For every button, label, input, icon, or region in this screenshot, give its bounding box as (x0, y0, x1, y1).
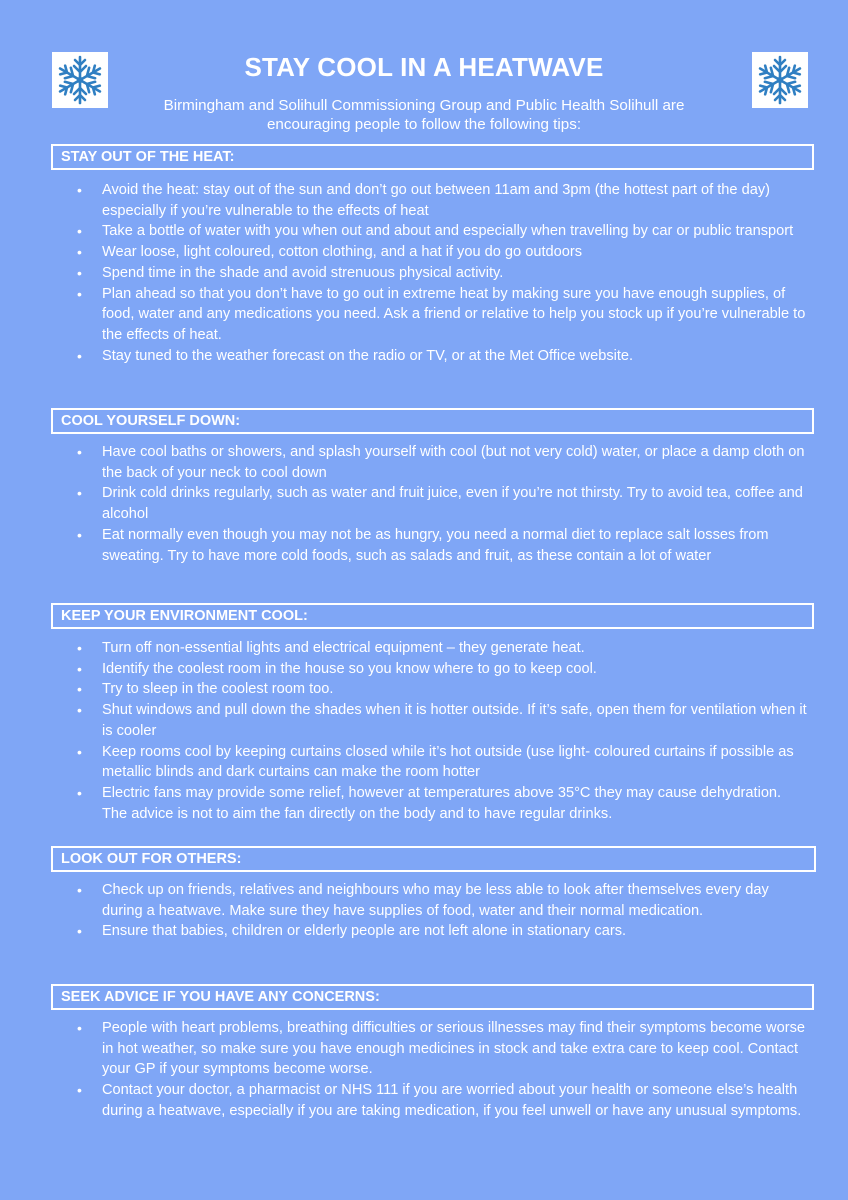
list-item: • Drink cold drinks regularly, such as water and fruit juice, even if you’re not thirsty. Try to avoid tea, coffee and alcohol (0, 483, 848, 524)
list-item: • Have cool baths or showers, and splash yourself with cool (but not very cold) water, or place a damp cloth on the back of your neck to cool down (0, 442, 848, 483)
list-item: • Stay tuned to the weather forecast on the radio or TV, or at the Met Office website. (0, 346, 848, 367)
section-heading-seek-advice: SEEK ADVICE IF YOU HAVE ANY CONCERNS: (51, 984, 814, 1010)
list-item: • People with heart problems, breathing difficulties or serious illnesses may find their symptoms become worse in hot weather, so make sure you have enough medicines in stock and take extra care to keep cool. Contact your GP if your symptoms become worse. (0, 1018, 848, 1080)
list-item: • Shut windows and pull down the shades when it is hotter outside. If it’s safe, open them for ventilation when it is cooler (0, 700, 848, 741)
list-item: • Spend time in the shade and avoid strenuous physical activity. (0, 263, 848, 284)
section-heading-keep-environment-cool: KEEP YOUR ENVIRONMENT COOL: (51, 603, 814, 629)
page-title: STAY COOL IN A HEATWAVE (244, 52, 604, 82)
section-list-cool-yourself-down (0, 442, 848, 566)
list-item: • Avoid the heat: stay out of the sun and don’t go out between 11am and 3pm (the hottest part of the day) especially if you’re vulnerable to the effects of heat (0, 180, 848, 221)
list-item: • Take a bottle of water with you when out and about and especially when travelling by car or public transport (0, 221, 848, 242)
list-item: • Plan ahead so that you don’t have to go out in extreme heat by making sure you have enough supplies, of food, water and any medications you need. Ask a friend or relative to help you stock up if you’re vulnerable to the effects of heat. (0, 284, 848, 346)
list-item: • Turn off non-essential lights and electrical equipment – they generate heat. (0, 638, 848, 659)
section-list-seek-advice (0, 1018, 848, 1122)
list-item: • Identify the coolest room in the house so you know where to go to keep cool. (0, 659, 848, 680)
intro-text: Birmingham and Solihull Commissioning Group and Public Health Solihull are encouraging people to follow the following tips: (163, 97, 685, 133)
list-item: • Electric fans may provide some relief, however at temperatures above 35°C they may cause dehydration. The advice is not to aim the fan directly on the body and to have regular drinks. (0, 783, 848, 824)
list-item: • Keep rooms cool by keeping curtains closed while it’s hot outside (use light- coloured curtains if possible as metallic blinds and dark curtains can make the room hotter (0, 742, 848, 783)
section-heading-cool-yourself-down: COOL YOURSELF DOWN: (51, 408, 814, 434)
section-list-look-out-for-others (0, 880, 848, 942)
list-item: • Eat normally even though you may not be as hungry, you need a normal diet to replace salt losses from sweating. Try to have more cold foods, such as salads and fruit, as these contain a lot of water (0, 525, 848, 566)
section-heading-stay-out-of-heat: STAY OUT OF THE HEAT: (51, 144, 814, 170)
section-list-keep-environment-cool (0, 638, 848, 824)
list-item: • Ensure that babies, children or elderly people are not left alone in stationary cars. (0, 921, 848, 942)
list-item: • Try to sleep in the coolest room too. (0, 679, 848, 700)
list-item: • Wear loose, light coloured, cotton clothing, and a hat if you do go outdoors (0, 242, 848, 263)
section-list-stay-out-of-heat (0, 180, 848, 366)
list-item: • Check up on friends, relatives and neighbours who may be less able to look after themselves every day during a heatwave. Make sure they have supplies of food, water and their normal medication. (0, 880, 848, 921)
list-item: • Contact your doctor, a pharmacist or NHS 111 if you are worried about your health or someone else’s health during a heatwave, especially if you are taking medication, if you feel unwell or have any unusual symptoms. (0, 1080, 848, 1121)
section-heading-look-out-for-others: LOOK OUT FOR OTHERS: (51, 846, 816, 872)
